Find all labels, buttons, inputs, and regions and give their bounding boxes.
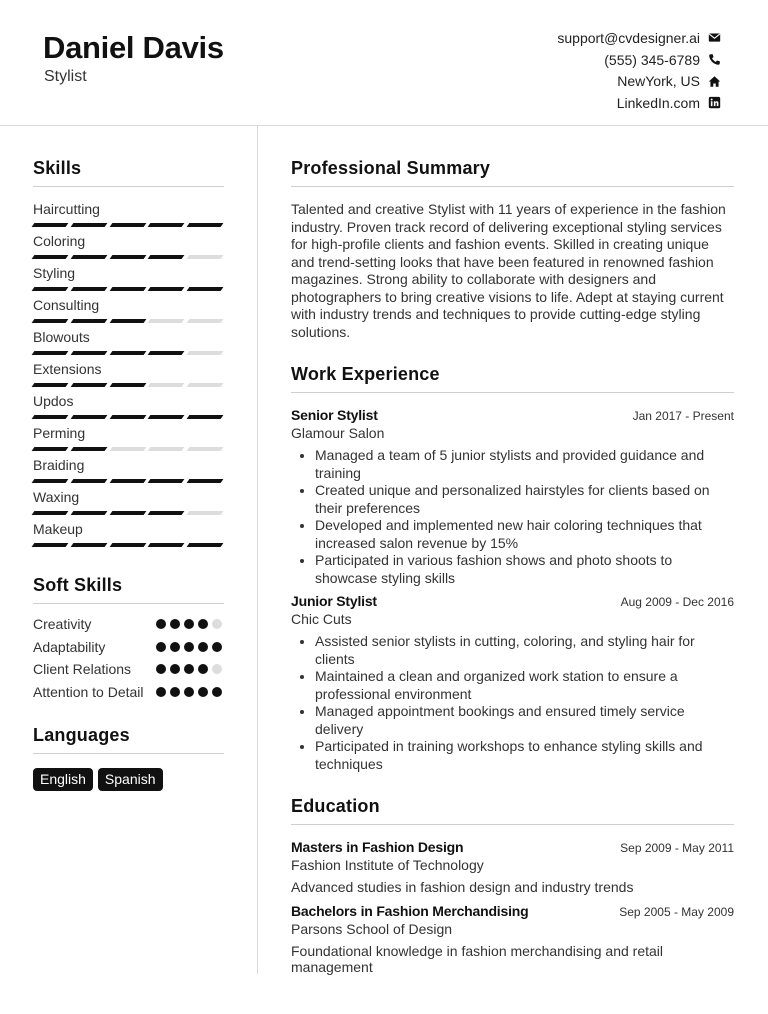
skill-level-segment (32, 351, 69, 355)
contact-email-text: support@cvdesigner.ai (557, 29, 700, 46)
skill-level-segment (187, 511, 224, 515)
skill-level-segment (109, 447, 146, 451)
skill-label: Makeup (33, 521, 83, 537)
skill-level-segment (148, 415, 185, 419)
skill-level-segment (70, 351, 107, 355)
summary-title: Professional Summary (291, 158, 734, 187)
job-bullets (291, 633, 734, 773)
skill-level-segment (109, 255, 146, 259)
contact-phone[interactable] (557, 49, 721, 71)
soft-skills-section (33, 575, 224, 701)
skill-label: Consulting (33, 297, 100, 313)
skill-level-bar (33, 479, 222, 483)
skills-title: Skills (33, 158, 224, 187)
skill-level-segment (109, 223, 146, 227)
rating-dot (170, 642, 180, 652)
skill-level-bar (33, 319, 222, 323)
soft-skill-rating (156, 687, 222, 697)
skill-item (33, 361, 224, 393)
contact-email[interactable] (557, 27, 721, 49)
rating-dot (198, 642, 208, 652)
skill-level-segment (148, 287, 185, 291)
rating-dot (156, 619, 166, 629)
education-section (291, 796, 734, 975)
skill-level-segment (70, 319, 107, 323)
job-date: Aug 2009 - Dec 2016 (620, 595, 734, 609)
skill-label: Coloring (33, 233, 86, 249)
skill-level-segment (148, 543, 185, 547)
job-header (291, 407, 734, 423)
skill-level-bar (33, 511, 222, 515)
skill-level-segment (70, 383, 107, 387)
skill-level-segment (32, 543, 69, 547)
skill-level-segment (109, 319, 146, 323)
skill-item (33, 425, 224, 457)
skill-level-segment (32, 479, 69, 483)
skill-level-segment (70, 415, 107, 419)
skill-level-segment (70, 287, 107, 291)
job-bullet: • Managed appointment bookings and ensured timely service delivery (315, 703, 734, 738)
skill-label: Updos (33, 393, 74, 409)
skill-level-segment (109, 383, 146, 387)
education-entry (291, 839, 734, 895)
job-company: Glamour Salon (291, 425, 385, 441)
skill-label: Braiding (33, 457, 85, 473)
skill-item (33, 329, 224, 361)
skill-item (33, 489, 224, 521)
languages-title: Languages (33, 725, 224, 754)
job-bullets (291, 447, 734, 587)
skill-level-segment (70, 223, 107, 227)
skill-level-bar (33, 351, 222, 355)
degree-title: Masters in Fashion Design (291, 839, 464, 855)
job-entry (291, 593, 734, 773)
work-section (291, 364, 734, 773)
skill-level-bar (33, 383, 222, 387)
education-title: Education (291, 796, 734, 825)
skill-item (33, 233, 224, 265)
skill-level-segment (148, 255, 185, 259)
skill-level-segment (109, 351, 146, 355)
soft-skill-label: Attention to Detail (33, 683, 144, 700)
soft-skill-item (33, 616, 224, 634)
contact-phone-text: (555) 345-6789 (604, 51, 700, 68)
skill-level-segment (109, 287, 146, 291)
skill-level-segment (109, 511, 146, 515)
summary-text: Talented and creative Stylist with 11 years of experience in the fashion industry. Proven track record of delivering exceptional styling services for high-profile clients and fashion events. Skilled in creating unique and trend-setting looks that have been featured in renowned fashion magazines. Strong ability to collaborate with designers and photographers to bring creative visions to life. Adept at staying current with industry trends and techniques to provide cutting-edge styling solutions. (291, 201, 726, 340)
rating-dot (184, 642, 194, 652)
job-bullet: • Participated in various fashion shows and photo shoots to showcase styling skills (315, 552, 734, 587)
rating-dot (198, 687, 208, 697)
candidate-role: Stylist (44, 68, 87, 85)
skill-level-segment (187, 479, 224, 483)
skill-label: Waxing (33, 489, 80, 505)
language-list (33, 768, 224, 791)
right-column (291, 158, 734, 975)
job-date: Jan 2017 - Present (632, 409, 734, 423)
job-bullet: • Maintained a clean and organized work station to ensure a professional environment (315, 668, 734, 703)
skill-item (33, 457, 224, 489)
job-bullet: • Participated in training workshops to enhance styling skills and techniques (315, 738, 734, 773)
skill-level-segment (148, 479, 185, 483)
skill-level-segment (32, 319, 69, 323)
skill-level-segment (32, 511, 69, 515)
rating-dot (212, 619, 222, 629)
skill-label: Perming (33, 425, 86, 441)
rating-dot (170, 619, 180, 629)
rating-dot (212, 687, 222, 697)
soft-skill-label: Client Relations (33, 661, 132, 677)
rating-dot (184, 664, 194, 674)
school-name: Fashion Institute of Technology (291, 857, 484, 873)
school-name: Parsons School of Design (291, 921, 453, 937)
home-icon (707, 74, 721, 88)
job-entry (291, 407, 734, 587)
skill-level-segment (32, 415, 69, 419)
soft-skill-item (33, 639, 224, 657)
skill-label: Haircutting (33, 201, 100, 217)
language-badge: Spanish (98, 768, 163, 791)
skill-level-segment (32, 255, 69, 259)
job-bullet: • Managed a team of 5 junior stylists and provided guidance and training (315, 447, 734, 482)
degree-date: Sep 2009 - May 2011 (620, 841, 734, 855)
job-bullet: • Assisted senior stylists in cutting, coloring, and styling hair for clients (315, 633, 734, 668)
skill-label: Blowouts (33, 329, 90, 345)
skill-level-segment (187, 223, 224, 227)
skill-level-segment (32, 223, 69, 227)
soft-skill-label: Adaptability (33, 638, 106, 655)
skill-level-segment (148, 383, 185, 387)
skill-level-segment (187, 415, 224, 419)
job-bullet: • Developed and implemented new hair coloring techniques that increased salon revenue by 15% (315, 517, 734, 552)
resume-header (0, 0, 768, 126)
work-title: Work Experience (291, 364, 734, 393)
rating-dot (212, 664, 222, 674)
contact-linkedin-text: LinkedIn.com (616, 94, 700, 111)
rating-dot (156, 664, 166, 674)
language-badge: English (33, 768, 93, 791)
column-divider (257, 126, 258, 974)
envelope-icon (707, 31, 721, 45)
skill-item (33, 521, 224, 553)
skill-level-segment (187, 287, 224, 291)
soft-skill-rating (156, 642, 222, 652)
skill-level-segment (148, 223, 185, 227)
degree-title: Bachelors in Fashion Merchandising (291, 903, 529, 919)
skill-level-segment (187, 351, 224, 355)
skill-level-segment (187, 383, 224, 387)
skill-item (33, 201, 224, 233)
contact-location-text: NewYork, US (617, 73, 700, 90)
skill-level-segment (148, 319, 185, 323)
skill-level-segment (109, 543, 146, 547)
skill-level-segment (70, 543, 107, 547)
rating-dot (198, 664, 208, 674)
degree-description: Foundational knowledge in fashion merchandising and retail management (291, 943, 664, 975)
skill-level-bar (33, 223, 222, 227)
soft-skills-list (33, 616, 224, 701)
education-header (291, 839, 734, 855)
candidate-name: Daniel Davis (43, 30, 224, 65)
rating-dot (184, 619, 194, 629)
rating-dot (170, 687, 180, 697)
rating-dot (212, 642, 222, 652)
skill-level-segment (148, 511, 185, 515)
rating-dot (184, 687, 194, 697)
left-column (33, 158, 224, 791)
skill-level-segment (109, 479, 146, 483)
skills-list (33, 201, 224, 553)
languages-section (33, 725, 224, 791)
job-bullet: • Created unique and personalized hairstyles for clients based on their preferences (315, 482, 734, 517)
skill-level-bar (33, 415, 222, 419)
skill-level-segment (148, 447, 185, 451)
skill-item (33, 265, 224, 297)
rating-dot (156, 642, 166, 652)
rating-dot (198, 619, 208, 629)
job-company: Chic Cuts (291, 611, 352, 627)
education-header (291, 903, 734, 919)
skill-level-segment (70, 511, 107, 515)
skill-level-segment (32, 447, 69, 451)
skill-level-segment (70, 479, 107, 483)
soft-skills-title: Soft Skills (33, 575, 224, 604)
skill-level-segment (70, 255, 107, 259)
soft-skill-rating (156, 619, 222, 629)
skill-level-bar (33, 447, 222, 451)
job-header (291, 593, 734, 609)
soft-skill-rating (156, 664, 222, 674)
phone-icon (707, 53, 721, 67)
rating-dot (170, 664, 180, 674)
skill-level-bar (33, 287, 222, 291)
skill-level-segment (187, 319, 224, 323)
degree-description: Advanced studies in fashion design and industry trends (291, 879, 634, 895)
skill-label: Styling (33, 265, 76, 281)
skill-level-segment (187, 543, 224, 547)
skill-level-segment (70, 447, 107, 451)
contact-list (557, 27, 721, 114)
soft-skill-item (33, 661, 224, 679)
skill-level-bar (33, 543, 222, 547)
degree-date: Sep 2005 - May 2009 (619, 905, 734, 919)
education-entry (291, 903, 734, 975)
job-title: Junior Stylist (291, 593, 377, 609)
skill-level-segment (32, 383, 69, 387)
contact-linkedin[interactable] (557, 92, 721, 114)
job-title: Senior Stylist (291, 407, 378, 423)
contact-location (557, 70, 721, 92)
soft-skill-item (33, 684, 224, 702)
linkedin-icon (707, 96, 721, 110)
skill-level-bar (33, 255, 222, 259)
skill-level-segment (187, 255, 224, 259)
skill-item (33, 393, 224, 425)
skill-item (33, 297, 224, 329)
skill-level-segment (187, 447, 224, 451)
soft-skill-label: Creativity (33, 616, 92, 632)
skill-level-segment (148, 351, 185, 355)
skill-level-segment (32, 287, 69, 291)
skill-label: Extensions (33, 361, 102, 377)
skill-level-segment (109, 415, 146, 419)
rating-dot (156, 687, 166, 697)
